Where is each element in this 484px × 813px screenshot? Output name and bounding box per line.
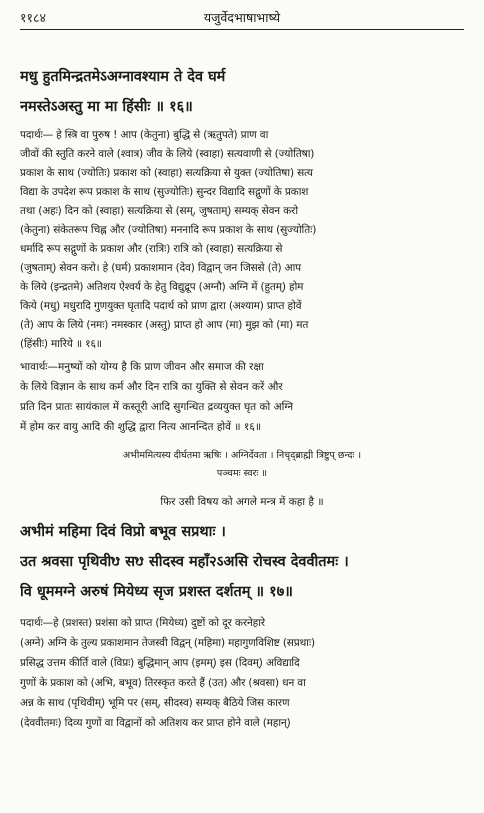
padartha-17-line: (देववीतमः) दिव्य गुणों वा विद्वानों को अतिशय कर प्राप्त होने वाले (महान्) [20,717,291,729]
padartha-17-line: अन्न के साथ (पृथिवीम्) भूमि पर (सम्, सीदस्व) सम्यक् बैठिये जिस कारण [20,697,290,709]
padartha-16-line: के लिये (इन्द्रतमे) अतिशय ऐश्वर्य के हेतु विद्युद्रूप (अग्नौ) अग्नि में (हुतम्) होम [20,281,304,293]
mantra-16-line-2: नमस्तेऽअस्तु मा मा हिंसीः ॥ १६॥ [20,99,193,115]
header-rule [20,29,464,30]
section-intro: फिर उसी विषय को अगले मन्त्र में कहा है ॥ [160,496,324,508]
running-title: यजुर्वेदभाषाभाष्ये [203,10,281,25]
padartha-16-line: पदार्थः— हे स्त्रि वा पुरुष ! आप (केतुना) बुद्धि से (ऋतुपते) प्राण वा [20,129,269,141]
mantra-17-line-1: अभीमं महिमा दिवं विप्रो बभूव सप्रथाः । [20,524,226,540]
rishi-devata-line: अभीममित्यस्य दीर्घतमा ऋषिः । अग्निर्देवता । निचृद्ब्राह्मी त्रिष्टुप् छन्दः । [122,450,362,461]
page-number: ११८४ [20,10,47,25]
svara-line: पञ्चमः स्वरः ॥ [216,468,268,479]
padartha-16-line: तथा (अहः) दिन को (स्वाहा) सत्यक्रिया से (सम्, जुषताम्) सम्यक् सेवन करो [20,205,298,217]
mantra-17-line-2: उत श्रवसा पृथिवीᳪ सᳪ सीदस्व महाँ२ऽअसि रोचस्व देववीतमः । [20,554,349,570]
padartha-17-line: गुणों के प्रकाश को (अभि, बभूव) तिरस्कृत करते हैं (उत) और (श्रवसा) धन वा [20,677,306,689]
padartha-16-line: धर्मादि रूप सद्गुणों के प्रकाश और (रात्रिः) रात्रि को (स्वाहा) सत्यक्रिया से [20,243,283,255]
bhavartha-16-line: भावार्थः—मनुष्यों को योग्य है कि प्राण जीवन और समाज की रक्षा [20,361,264,373]
bhavartha-16-line: प्रति दिन प्रातः सायंकाल में कस्तूरी आदि सुगन्धित द्रव्ययुक्त घृत को अग्नि [20,401,294,413]
bhavartha-16-line: में होम कर वायु आदि की शुद्धि द्वारा नित्य आनन्दित होवें ॥ १६॥ [20,421,262,433]
page-header [20,6,464,28]
padartha-17-line: प्रसिद्ध उत्तम कीर्ति वाले (विप्रः) बुद्धिमान् आप (इमम्) इस (दिवम्) अविद्यादि [20,657,300,669]
padartha-16-line: किये (मधु) मधुरादि गुणयुक्त घृतादि पदार्थ को प्राण द्वारा (अश्याम) प्राप्त होवें [20,300,302,312]
padartha-16-line: (जुषताम्) सेवन करो। हे (घर्म) प्रकाशमान (देव) विद्वान् जन जिससे (ते) आप [20,262,301,274]
padartha-16-line: (ते) आप के लिये (नमः) नमस्कार (अस्तु) प्राप्त हो आप (मा) मुझ को (मा) मत [20,319,309,331]
mantra-16-line-1: मधु हुतमिन्द्रतमेऽअग्नावश्याम ते देव घर्म [20,69,226,85]
padartha-17-line: पदार्थः—हे (प्रशस्त) प्रशंसा को प्राप्त (मियेध्य) दुष्टों को दूर करनेहारे [20,617,265,629]
padartha-16-line: (हिंसीः) मारिये ॥ १६॥ [20,338,102,350]
padartha-16-line: (केतुना) संकेतरूप चिह्न और (ज्योतिषा) मननादि रूप प्रकाश के साथ (सुज्योतिः) [20,224,317,236]
padartha-17-line: (अग्ने) अग्नि के तुल्य प्रकाशमान तेजस्वी विद्वन् (महिमा) महागुणविशिष्ट (सप्रथाः) [20,637,315,649]
bhavartha-16-line: के लिये विज्ञान के साथ कर्म और दिन रात्रि का युक्ति से सेवन करें और [20,381,283,393]
mantra-17-line-3: वि धूममग्ने अरुषं मियेध्य सृज प्रशस्त दर्शतम् ॥ १७॥ [20,584,293,600]
padartha-16-line: प्रकाश के साथ (ज्योतिः) प्रकाश को (स्वाहा) सत्यक्रिया से युक्त (ज्योतिषा) सत्य [20,167,313,179]
padartha-16-line: जीवों की स्तुति करने वाले (श्वात्र) जीव के लिये (स्वाहा) सत्यवाणी से (ज्योतिषा) [20,148,315,160]
padartha-16-line: विद्या के उपदेश रूप प्रकाश के साथ (सुज्योतिः) सुन्दर विद्यादि सद्गुणों के प्रकाश [20,186,309,198]
